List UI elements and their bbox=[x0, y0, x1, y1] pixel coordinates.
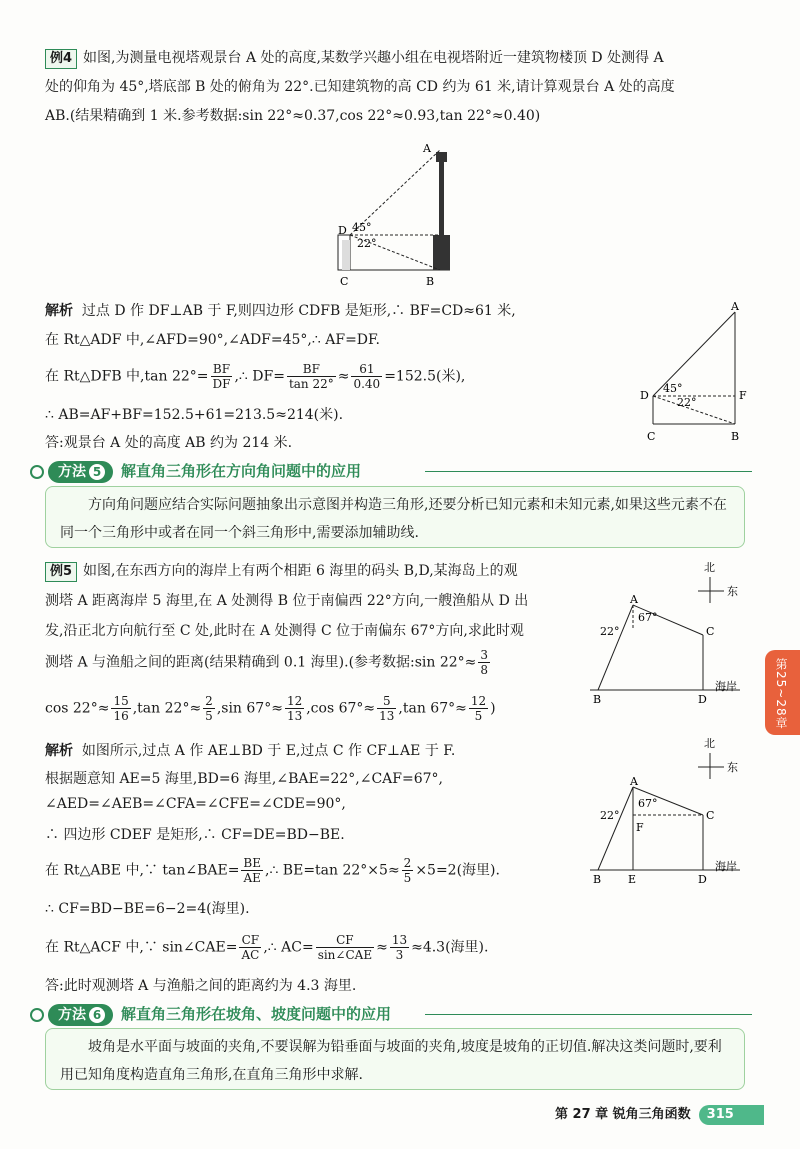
sol5-line-7: 在 Rt△ACF 中,∵ sin∠CAE= $\frac{CF}{AC}$ ,∴ AC= $\frac{CF}{\text{sin∠CAE}}$ ≈ $\frac{13}{3}$ ≈4.3(海里). bbox=[45, 933, 489, 962]
solution-figure-5 bbox=[590, 735, 760, 895]
ex5-line-2: 测塔 A 距离海岸 5 海里,在 A 处测得 B 位于南偏西 22°方向,一艘渔船从 D 出 bbox=[45, 593, 529, 609]
svg-text:C: C bbox=[706, 809, 715, 822]
label-D: D bbox=[338, 224, 347, 237]
svg-text:B: B bbox=[593, 693, 602, 706]
sol4-line-1: 解析 过点 D 作 DF⊥AB 于 F,则四边形 CDFB 是矩形,∴ BF=CD≈61 米, bbox=[45, 303, 516, 319]
svg-text:D: D bbox=[698, 693, 707, 706]
sol5-answer: 答:此时观测塔 A 与渔船之间的距离约为 4.3 海里. bbox=[45, 978, 357, 994]
example-tag: 例4 bbox=[45, 49, 77, 69]
svg-text:A: A bbox=[630, 775, 638, 788]
label-B: B bbox=[426, 275, 435, 288]
sol4-line-2: 在 Rt△ADF 中,∠AFD=90°,∠ADF=45°,∴ AF=DF. bbox=[45, 332, 381, 348]
svg-text:海岸: 海岸 bbox=[715, 680, 737, 693]
ex5-line-3: 发,沿正北方向航行至 C 处,此时在 A 处测得 C 位于南偏东 67°方向,求此时观 bbox=[45, 623, 524, 639]
sol4-line-4: ∴ AB=AF+BF=152.5+61=213.5≈214(米). bbox=[45, 407, 344, 423]
sol5-line-1: 解析 如图所示,过点 A 作 AE⊥BD 于 E,过点 C 作 CF⊥AE 于 F. bbox=[45, 743, 456, 759]
svg-text:E: E bbox=[628, 873, 637, 886]
label-C: C bbox=[340, 275, 349, 288]
angle-45: 45° bbox=[352, 221, 372, 234]
svg-text:22°: 22° bbox=[600, 809, 620, 822]
svg-text:北: 北 bbox=[704, 561, 715, 574]
svg-text:F: F bbox=[636, 821, 644, 834]
solution-figure-4 bbox=[635, 298, 755, 448]
sol5-line-5: 在 Rt△ABE 中,∵ tan∠BAE= $\frac{BE}{AE}$ ,∴ BE=tan 22°×5≈ $\frac{2}{5}$ ×5=2(海里). bbox=[45, 856, 500, 885]
sol5-line-2: 根据题意知 AE=5 海里,BD=6 海里,∠BAE=22°,∠CAF=67°, bbox=[45, 771, 443, 787]
method-5-box: 方向角问题应结合实际问题抽象出示意图并构造三角形,还要分析已知元素和未知元素,如果这些元素不在同一个三角形中或者在同一个斜三角形中,需要添加辅助线. bbox=[45, 486, 745, 548]
svg-text:67°: 67° bbox=[638, 611, 658, 624]
tower-figure bbox=[330, 140, 470, 290]
svg-text:东: 东 bbox=[727, 585, 738, 598]
svg-text:D: D bbox=[698, 873, 707, 886]
svg-text:C: C bbox=[647, 430, 656, 443]
sol4-answer: 答:观景台 A 处的高度 AB 约为 214 米. bbox=[45, 435, 293, 451]
ex4-line-1: 例4 如图,为测量电视塔观景台 A 处的高度,某数学兴趣小组在电视塔附近一建筑物楼顶 D 处测得 A bbox=[45, 47, 664, 69]
svg-text:北: 北 bbox=[704, 737, 715, 750]
sol4-line-3: 在 Rt△DFB 中,tan 22°= $\frac{BF}{DF}$ ,∴ DF= $\frac{BF}{\tan 22^\circ}$ ≈ $\frac{61}{0.40}$ =152.5(米), bbox=[45, 362, 466, 391]
ex5-line-4: 测塔 A 与渔船之间的距离(结果精确到 0.1 海里).(参考数据:sin 22°≈ $\frac{3}{8}$ bbox=[45, 648, 489, 677]
svg-text:东: 东 bbox=[727, 761, 738, 774]
tower-photo bbox=[433, 152, 450, 270]
label-A: A bbox=[423, 142, 431, 155]
ex5-line-1: 例5 如图,在东西方向的海岸上有两个相距 6 海里的码头 B,D,某海岛上的观 bbox=[45, 560, 518, 582]
svg-text:A: A bbox=[731, 300, 739, 313]
svg-text:22°: 22° bbox=[677, 396, 697, 409]
svg-text:A: A bbox=[630, 593, 638, 606]
sol5-line-3: ∠AED=∠AEB=∠CFA=∠CFE=∠CDE=90°, bbox=[45, 796, 346, 812]
method-6-header: 方法 6 解直角三角形在坡角、坡度问题中的应用 bbox=[30, 1003, 752, 1027]
sol5-line-6: ∴ CF=BD−BE=6−2=4(海里). bbox=[45, 901, 250, 917]
ex5-line-5: cos 22°≈ $\frac{15}{16}$ ,tan 22°≈ $\frac{2}{5}$ ,sin 67°≈ $\frac{12}{13}$ ,cos 67°≈ $\frac{5}{13}$ ,tan 67°≈ $\frac{12}{5}$ ) bbox=[45, 694, 496, 723]
svg-text:67°: 67° bbox=[638, 797, 658, 810]
svg-text:45°: 45° bbox=[663, 382, 683, 395]
svg-text:F: F bbox=[739, 389, 747, 402]
example-5-figure bbox=[590, 555, 760, 715]
ex4-line-2: 处的仰角为 45°,塔底部 B 处的俯角为 22°.已知建筑物的高 CD 约为 61 米,请计算观景台 A 处的高度 bbox=[45, 79, 675, 95]
svg-text:D: D bbox=[640, 389, 649, 402]
svg-text:22°: 22° bbox=[600, 625, 620, 638]
angle-22: 22° bbox=[357, 237, 377, 250]
svg-text:C: C bbox=[706, 625, 715, 638]
chapter-side-tab: 第25~28章 bbox=[765, 650, 800, 735]
svg-text:B: B bbox=[731, 430, 740, 443]
ex4-line-3: AB.(结果精确到 1 米.参考数据:sin 22°≈0.37,cos 22°≈0.93,tan 22°≈0.40) bbox=[45, 108, 541, 124]
chapter-title: 第 27 章 锐角三角函数 bbox=[555, 1107, 691, 1122]
svg-text:B: B bbox=[593, 873, 602, 886]
svg-text:海岸: 海岸 bbox=[715, 860, 737, 873]
sol5-line-4: ∴ 四边形 CDEF 是矩形,∴ CF=DE=BD−BE. bbox=[45, 827, 345, 843]
method-6-box: 坡角是水平面与坡面的夹角,不要误解为铅垂面与坡面的夹角,坡度是坡角的正切值.解决这类问题时,要利用已知角度构造直角三角形,在直角三角形中求解. bbox=[45, 1028, 745, 1090]
page-footer bbox=[555, 1103, 764, 1125]
method-5-header: 方法 5 解直角三角形在方向角问题中的应用 bbox=[30, 460, 752, 484]
page-number: 315 bbox=[699, 1105, 764, 1125]
